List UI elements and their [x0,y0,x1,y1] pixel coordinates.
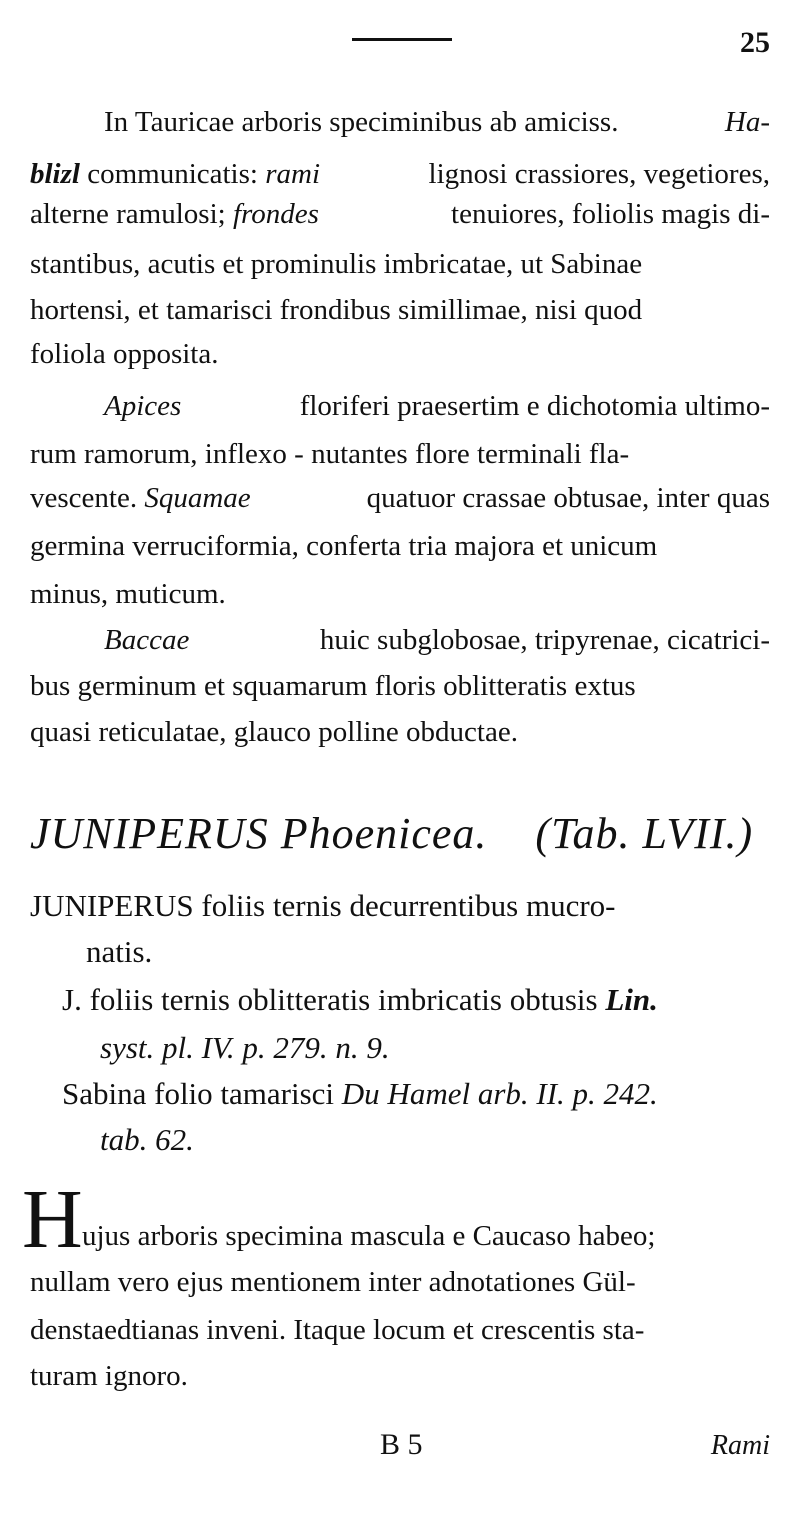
text-run: J. foliis ternis oblitteratis imbricatis obtusis [62,982,606,1017]
para1-line2 [30,160,770,189]
para3-line2: bus germinum et squamarum floris oblitteratis extus [30,670,636,702]
text-run: Ha- [724,106,770,138]
diagnosis-line2: natis. [86,934,153,969]
para1-line5: hortensi, et tamarisci frondibus simillimae, nisi quod [30,294,643,326]
text-run: Apices [104,390,182,422]
para4-line4: turam ignoro. [30,1360,188,1392]
text-run: Lin. [605,982,658,1017]
diagnosis-line1: JUNIPERUS foliis ternis decurrentibus mucro- [30,888,616,923]
text-run: floriferi praesertim e dichotomia ultimo- [299,390,770,422]
text-run: Du Hamel arb. II. p. 242. [341,1076,658,1111]
para2-line3 [30,484,770,513]
para2-line5: minus, muticum. [30,578,226,610]
text-run: quatuor crassae obtusae, inter quas [366,482,770,514]
para2-line2: rum ramorum, inflexo - nutantes flore terminali fla- [30,438,630,470]
para3-line1 [104,626,770,655]
text-run: rami [265,158,321,190]
text-run: Squamae [144,482,251,514]
catchword: Rami [710,1430,770,1461]
synonym2-line2: tab. 62. [100,1122,194,1157]
para4-line3: denstaedtianas inveni. Itaque locum et crescentis sta- [30,1314,645,1346]
page-number: 25 [740,26,770,59]
header-rule [352,38,452,41]
signature-mark: B 5 [380,1428,423,1461]
text-run: frondes [232,198,319,230]
synonym2-line1 [62,1078,658,1109]
para1-line3 [30,200,770,229]
title-species: Phoenicea. [268,809,488,858]
synonym1-line2: syst. pl. IV. p. 279. n. 9. [100,1030,390,1065]
synonym1-line1 [62,984,658,1015]
title-genus: JUNIPERUS [30,809,269,858]
para1-line6: foliola opposita. [30,338,219,370]
para2-line4: germina verruciformia, conferta tria majora et unicum [30,530,658,562]
para4-line2: nullam vero ejus mentionem inter adnotationes Gül- [30,1266,636,1298]
text-run: alterne ramulosi; [30,198,233,230]
title-tab: (Tab. LVII.) [535,809,754,858]
text-run: lignosi crassiores, vegetiores, [428,158,770,190]
para4-line1: ujus arboris specimina mascula e Caucaso habeo; [82,1220,656,1252]
para1-line4: stantibus, acutis et prominulis imbricatae, ut Sabinae [30,248,643,280]
text-run: Baccae [104,624,190,656]
text-run: blizl [30,158,80,190]
text-run: communicatis: [79,158,266,190]
text-run: huic subglobosae, tripyrenae, cicatrici- [319,624,770,656]
para2-line1 [104,392,770,421]
para1-line1 [104,108,770,137]
species-title [30,808,753,859]
para3-line3: quasi reticulatae, glauco polline obductae. [30,716,518,748]
drop-cap: H [22,1173,83,1266]
text-run: vescente. [30,482,145,514]
text-run: Sabina folio tamarisci [62,1076,342,1111]
text-run: tenuiores, foliolis magis di- [451,198,770,230]
text-run: In Tauricae arboris speciminibus ab amiciss. [104,106,619,138]
